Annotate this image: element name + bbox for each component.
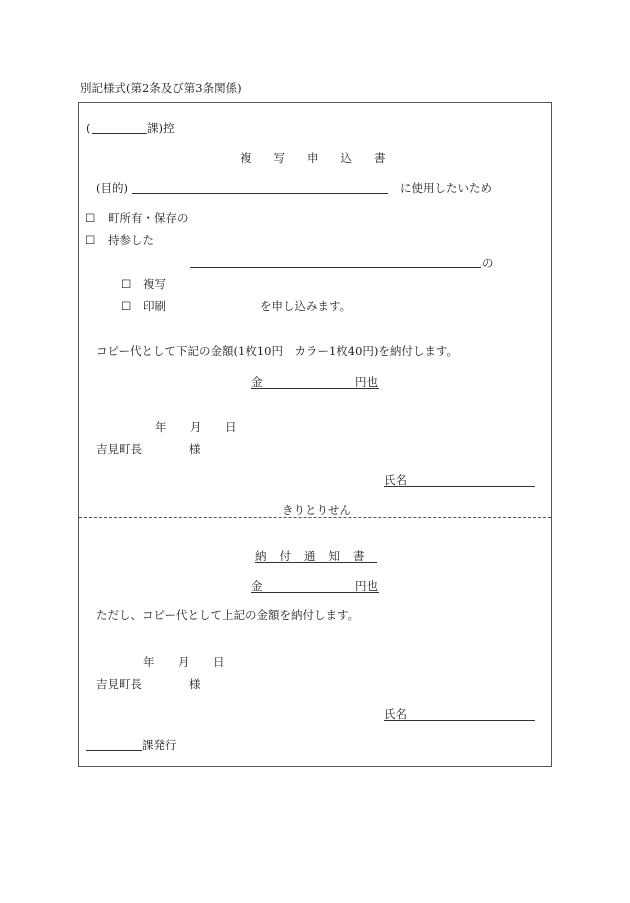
- addressee: 吉見町長: [96, 442, 142, 456]
- cut-line: [79, 517, 551, 518]
- cut-line-label: きりとりせん: [282, 503, 351, 517]
- checkbox-print[interactable]: ☐: [121, 299, 132, 313]
- purpose-blank-line[interactable]: [132, 193, 388, 194]
- notice-date-day: 日: [213, 655, 225, 669]
- notice-title: [255, 549, 365, 563]
- amount-suffix: 円也: [355, 375, 378, 389]
- notice-amount-prefix: 金: [251, 579, 263, 593]
- application-title: [240, 151, 386, 165]
- option-print-label: 印刷: [143, 299, 166, 313]
- option-copy-label: 複写: [143, 277, 166, 291]
- name-underline[interactable]: [384, 486, 535, 487]
- notice-amount-suffix: 円也: [355, 579, 378, 593]
- item-blank-line[interactable]: [190, 267, 481, 268]
- notice-name-underline[interactable]: [384, 720, 535, 721]
- name-label: 氏名: [384, 473, 407, 487]
- dept-suffix: 課)控: [147, 121, 175, 135]
- checkbox-copy[interactable]: ☐: [121, 277, 132, 291]
- date-year: 年: [155, 420, 167, 434]
- notice-honorific: 様: [189, 677, 201, 691]
- title-char: 付: [279, 549, 291, 563]
- form-label: 別記様式(第2条及び第3条関係): [80, 81, 242, 95]
- notice-name-label: 氏名: [384, 707, 407, 721]
- item-suffix: の: [482, 256, 494, 270]
- honorific: 様: [189, 442, 201, 456]
- notice-date-year: 年: [143, 655, 155, 669]
- purpose-suffix: に使用したいため: [400, 181, 492, 195]
- issued-dept-blank-line[interactable]: [86, 750, 142, 751]
- purpose-label: (目的): [96, 181, 128, 195]
- title-char: 込: [340, 151, 352, 165]
- notice-title-underline: [255, 562, 377, 563]
- notice-date-month: 月: [178, 655, 190, 669]
- date-day: 日: [225, 420, 237, 434]
- notice-addressee: 吉見町長: [96, 677, 142, 691]
- title-char: 申: [307, 151, 319, 165]
- title-char: 知: [328, 549, 340, 563]
- apply-text: を申し込みます。: [260, 299, 352, 313]
- notice-body-text: ただし、コピー代として上記の金額を納付します。: [96, 608, 360, 622]
- date-month: 月: [190, 420, 202, 434]
- dept-blank-line[interactable]: [92, 133, 147, 134]
- title-char: 納: [255, 549, 267, 563]
- dept-prefix: (: [86, 121, 91, 135]
- checkbox-town-owned[interactable]: ☐: [85, 211, 96, 225]
- title-char: 写: [273, 151, 285, 165]
- title-char: 通: [304, 549, 316, 563]
- title-char: 書: [374, 151, 386, 165]
- option-brought-label: 持参した: [108, 233, 154, 247]
- title-char: 書: [353, 549, 365, 563]
- checkbox-brought[interactable]: ☐: [85, 233, 96, 247]
- fee-text: コピー代として下記の金額(1枚10円 カラー1枚40円)を納付します。: [96, 344, 458, 358]
- issued-suffix: 課発行: [142, 738, 177, 752]
- title-char: 複: [240, 151, 252, 165]
- option-town-owned-label: 町所有・保存の: [108, 211, 189, 225]
- amount-prefix: 金: [251, 375, 263, 389]
